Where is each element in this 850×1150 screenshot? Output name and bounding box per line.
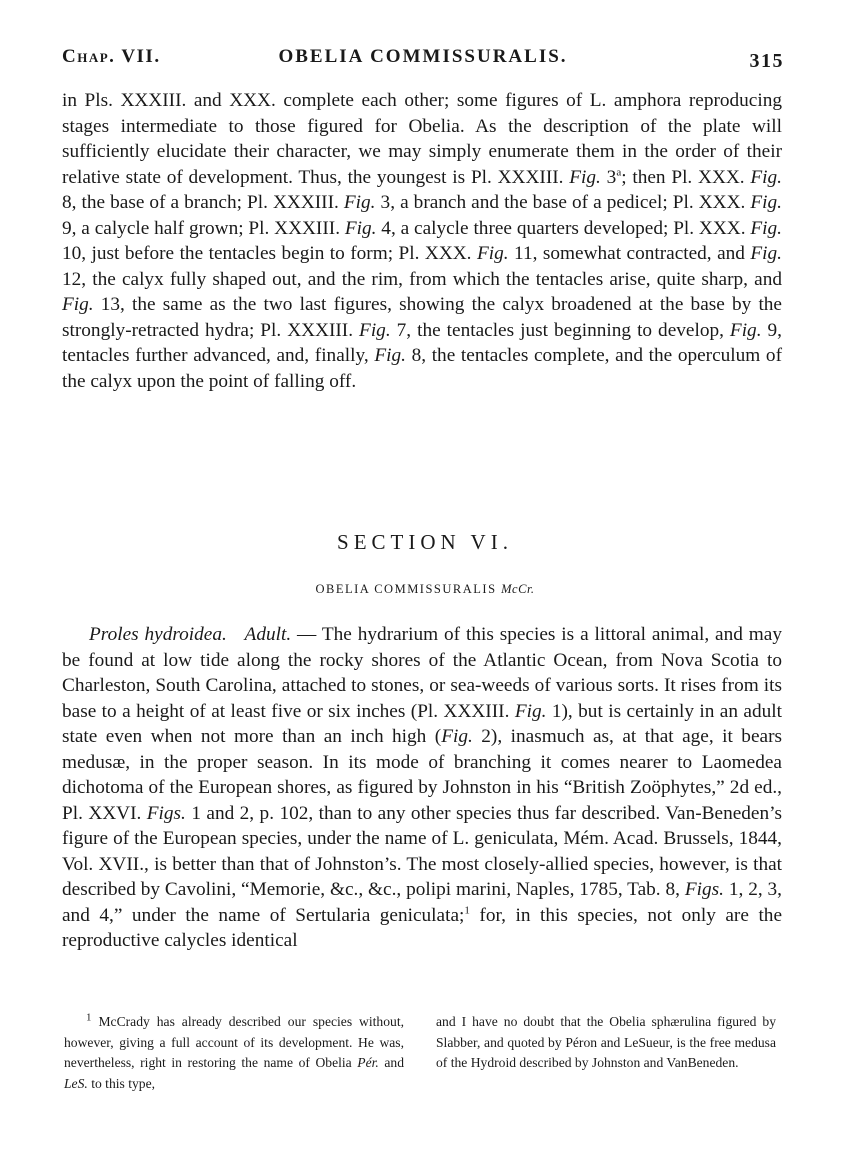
- lead-term: Adult.: [244, 624, 292, 645]
- fig-ref: Fig.: [514, 700, 547, 722]
- fig-ref: Fig.: [569, 166, 601, 188]
- fig-ref: Fig.: [374, 345, 406, 366]
- text-run: 13, the same as the two last figures, showing the calyx broadened at the base by the strongly-retracted hydra; Pl. XXXIII.: [62, 294, 782, 341]
- fig-ref: Fig.: [750, 166, 783, 188]
- text-run: to this type,: [87, 1075, 156, 1091]
- running-title: OBELIA COMMISSURALIS.: [278, 46, 568, 67]
- text-run: 12, the calyx fully shaped out, and the rim, from which the tentacles arise, quite sharp, and: [62, 268, 782, 290]
- footnote-right-column: and I have no doubt that the Obelia sphærulina figured by Slabber, and quoted by Péron and LeSueur, is the free medusa of the Hydroid described by Johnston and VanBeneden.: [436, 1014, 776, 1070]
- text-run: McCrady has already described our species without, however, giving a full account of its development. He was, nevertheless, right in restoring the name of Obelia: [64, 1014, 404, 1070]
- paragraph-continued: [62, 88, 782, 394]
- footnote-marker: 1: [464, 904, 470, 917]
- text-run: 9, a calycle half grown; Pl. XXXIII.: [62, 217, 345, 239]
- fig-ref: Fig.: [441, 726, 473, 747]
- footnote-number: 1: [86, 1011, 92, 1024]
- text-run: 1), but is certainly in an adult state even when not more than an inch high (: [62, 700, 782, 747]
- paragraph-species: [62, 622, 782, 954]
- text-run: ; then Pl. XXX.: [621, 166, 751, 188]
- species-name: OBELIA COMMISSURALIS: [315, 582, 497, 596]
- author-abbrev: LeS.: [64, 1075, 88, 1091]
- text-run: 9, tentacles further advanced, and, finally,: [62, 319, 782, 366]
- fig-ref: Fig.: [750, 217, 782, 239]
- text-run: 8, the tentacles complete, and the operculum of the calyx upon the point of falling off.: [62, 345, 782, 392]
- fig-ref: Fig.: [729, 319, 762, 341]
- text-run: 3: [600, 166, 617, 188]
- text-run: 4, a calycle three quarters developed; Pl. XXX.: [376, 217, 751, 239]
- text-run: 1, 2, 3, and 4,” under the name of Sertularia geniculata;: [62, 879, 782, 926]
- fig-ref: Fig.: [343, 192, 376, 213]
- fig-ref: Fig.: [750, 192, 782, 213]
- page-number: 315: [749, 50, 784, 72]
- fig-ref: Fig.: [359, 319, 391, 341]
- text-run: 2), inasmuch as, at that age, it bears medusæ, in the proper season. In its mode of branching it comes nearer to Laomedea dichotoma of the European shores, as figured by Johnston in his “British Zoöphytes,” 2d ed., Pl. XXVI.: [62, 726, 782, 824]
- text-run: 10, just before the tentacles begin to form; Pl. XXX.: [62, 243, 477, 264]
- text-run: 8, the base of a branch; Pl. XXXIII.: [62, 192, 344, 213]
- text-run: 3, a branch and the base of a pedicel; Pl. XXX.: [375, 192, 751, 213]
- fig-ref: Figs.: [146, 802, 186, 824]
- text-run: in Pls. XXXIII. and XXX. complete each other; some figures of L. amphora reproducing stages intermediate to those figured for Obelia. As the description of the plate will sufficiently elucidate their character, we may simply enumerate them in the order of their relative state of development. Thus, the youngest is Pl. XXXIII.: [62, 90, 782, 188]
- running-header: [62, 46, 784, 74]
- text-run: — The hydrarium of this species is a littoral animal, and may be found at low tide along the rocky shores of the Atlantic Ocean, from Nova Scotia to Charleston, South Carolina, attached to stones, or sea-weeds of various sorts. It rises from its base to a height of at least five or six inches (Pl. XXXIII.: [62, 624, 782, 722]
- section-heading: SECTION VI.: [337, 530, 513, 554]
- footnote-left-column: [64, 1012, 404, 1094]
- text-run: 1 and 2, p. 102, than to any other species thus far described. Van-Beneden’s figure of the European species, under the name of L. geniculata, Mém. Acad. Brussels, 1844, Vol. XVII., is better than that of Johnston’s. The most closely-allied species, however, is that described by Cavolini, “Memorie, &c., &c., polipi marini, Naples, 1785, Tab. 8,: [62, 802, 782, 900]
- lead-term: Proles hydroidea.: [89, 624, 227, 645]
- fig-ref: Figs.: [684, 879, 724, 900]
- fig-ref: Fig.: [62, 294, 94, 315]
- text-run: 7, the tentacles just beginning to develop,: [390, 319, 730, 341]
- superscript: a: [616, 166, 622, 179]
- fig-ref: Fig.: [750, 243, 782, 264]
- section-subheading: [0, 582, 850, 597]
- text-run: for, in this species, not only are the reproductive calycles identical: [62, 904, 782, 951]
- fig-ref: Fig.: [344, 217, 377, 239]
- species-author: McCr.: [501, 582, 535, 596]
- text-run: 11, somewhat contracted, and: [508, 243, 751, 264]
- author-abbrev: Pér.: [357, 1055, 379, 1070]
- fig-ref: Fig.: [476, 243, 509, 264]
- chapter-label: Chap. VII.: [62, 46, 161, 67]
- text-run: and: [378, 1055, 404, 1070]
